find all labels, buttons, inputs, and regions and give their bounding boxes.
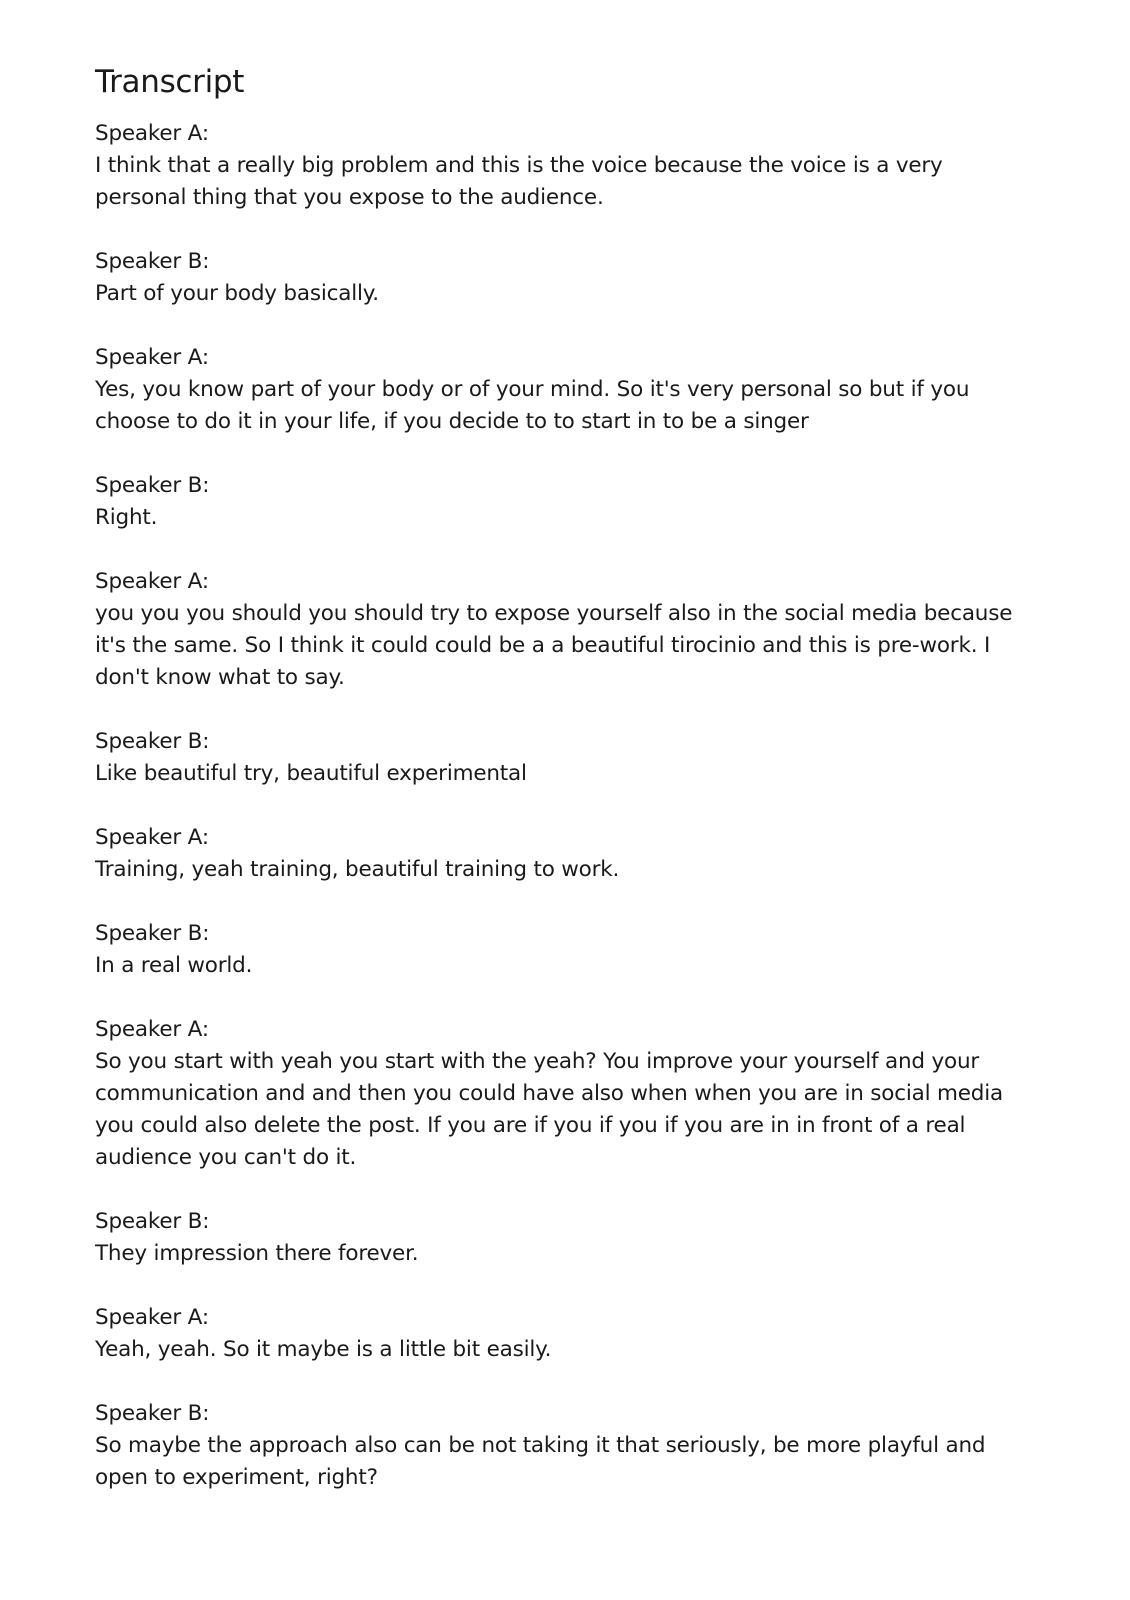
transcript-turn <box>95 246 1035 310</box>
utterance-text: In a real world. <box>95 953 253 978</box>
utterance-text: Yeah, yeah. So it maybe is a little bit easily. <box>95 1337 552 1362</box>
utterance-text: I think that a really big problem and this is the voice because the voice is a very personal thing that you expose to the audience. <box>95 153 943 210</box>
transcript-turn <box>95 822 1035 886</box>
utterance-text: They impression there forever. <box>95 1241 419 1266</box>
transcript-page <box>95 62 1035 1526</box>
speaker-label: Speaker A: <box>95 345 209 370</box>
transcript-turn <box>95 1014 1035 1174</box>
utterance-text: Training, yeah training, beautiful training to work. <box>95 857 620 882</box>
transcript-turn <box>95 1302 1035 1366</box>
speaker-label: Speaker A: <box>95 1017 209 1042</box>
transcript-turn <box>95 566 1035 694</box>
transcript-turn <box>95 918 1035 982</box>
utterance-text: you you you should you should try to expose yourself also in the social media because it's the same. So I think it could could be a a beautiful tirocinio and this is pre-work. I don't know what to say. <box>95 601 1013 690</box>
transcript-turn <box>95 1398 1035 1494</box>
speaker-label: Speaker B: <box>95 729 210 754</box>
transcript-turn <box>95 118 1035 214</box>
utterance-text: So you start with yeah you start with the yeah? You improve your yourself and your communication and and then you could have also when when you are in social media you could also delete the post. If you are if you if you if you are in in front of a real audience you can't do it. <box>95 1049 1004 1170</box>
utterance-text: Part of your body basically. <box>95 281 379 306</box>
speaker-label: Speaker A: <box>95 825 209 850</box>
speaker-label: Speaker B: <box>95 473 210 498</box>
transcript-turn <box>95 1206 1035 1270</box>
speaker-label: Speaker A: <box>95 569 209 594</box>
speaker-label: Speaker A: <box>95 1305 209 1330</box>
page-title: Transcript <box>95 64 245 100</box>
transcript-turn <box>95 342 1035 438</box>
utterance-text: Like beautiful try, beautiful experimental <box>95 761 527 786</box>
utterance-text: Right. <box>95 505 158 530</box>
speaker-label: Speaker B: <box>95 921 210 946</box>
utterance-text: So maybe the approach also can be not taking it that seriously, be more playful and open to experiment, right? <box>95 1433 986 1490</box>
speaker-label: Speaker B: <box>95 1209 210 1234</box>
speaker-label: Speaker A: <box>95 121 209 146</box>
utterance-text: Yes, you know part of your body or of your mind. So it's very personal so but if you choose to do it in your life, if you decide to to start in to be a singer <box>95 377 970 434</box>
speaker-label: Speaker B: <box>95 1401 210 1426</box>
transcript-turn <box>95 470 1035 534</box>
transcript-turn <box>95 726 1035 790</box>
speaker-label: Speaker B: <box>95 249 210 274</box>
